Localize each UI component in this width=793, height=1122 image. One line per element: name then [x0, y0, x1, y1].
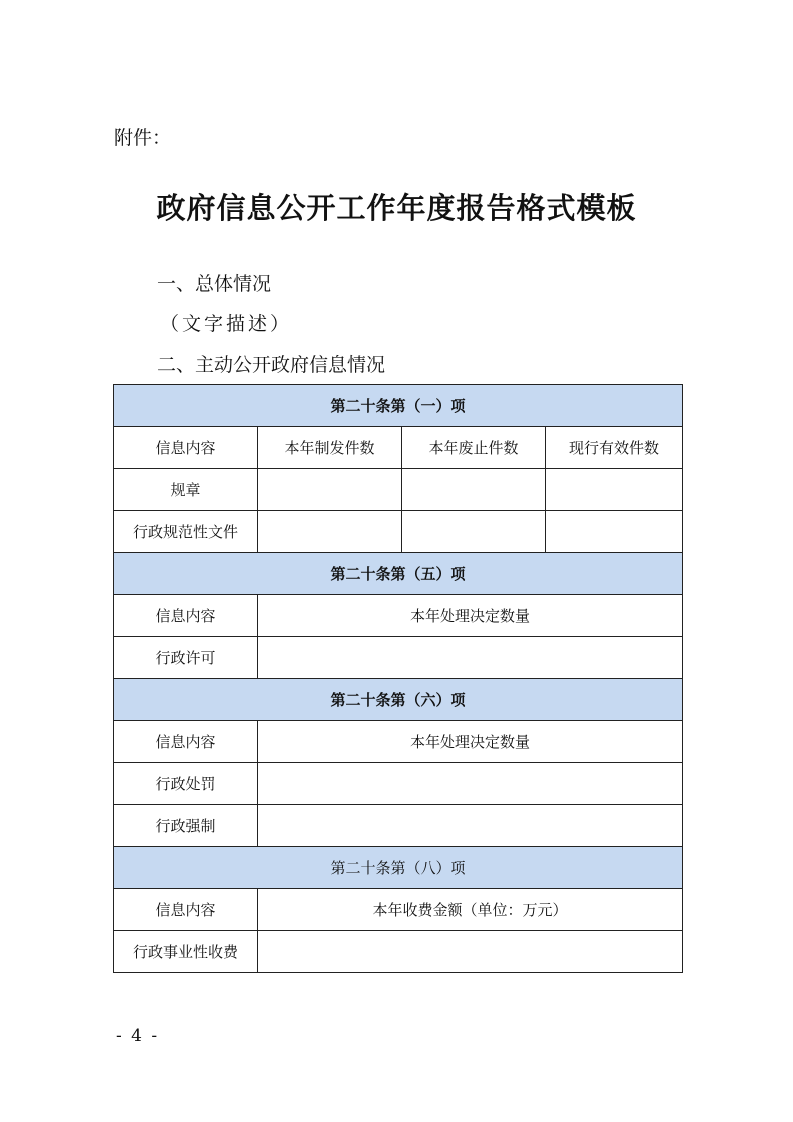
page-number: - 4 -: [116, 1026, 160, 1046]
table-cell: [546, 469, 683, 511]
table-row: [114, 637, 683, 679]
table-header-row: [114, 595, 683, 637]
section-1-heading: 一、总体情况: [157, 273, 272, 295]
table-band-row: [114, 385, 683, 427]
table-cell: [402, 469, 546, 511]
column-header: 现行有效件数: [546, 427, 683, 469]
column-header: 信息内容: [114, 427, 258, 469]
table-header-row: [114, 427, 683, 469]
table-cell: [258, 469, 402, 511]
row-label: 行政事业性收费: [114, 931, 258, 973]
row-label: 行政许可: [114, 637, 258, 679]
block1-header: 第二十条第（一）项: [114, 385, 683, 427]
table-cell: [258, 931, 683, 973]
row-label: 行政强制: [114, 805, 258, 847]
table-row: [114, 469, 683, 511]
column-header: 信息内容: [114, 721, 258, 763]
table-row: [114, 763, 683, 805]
table-band-row: [114, 553, 683, 595]
column-header: 本年制发件数: [258, 427, 402, 469]
column-header: 本年废止件数: [402, 427, 546, 469]
row-label: 规章: [114, 469, 258, 511]
table-cell: [546, 511, 683, 553]
column-header: 信息内容: [114, 889, 258, 931]
block3-header: 第二十条第（六）项: [114, 679, 683, 721]
table-row: [114, 805, 683, 847]
disclosure-table: [113, 384, 683, 973]
row-label: 行政规范性文件: [114, 511, 258, 553]
table-header-row: [114, 889, 683, 931]
column-header: 本年收费金额（单位：万元）: [258, 889, 683, 931]
table-row: [114, 511, 683, 553]
table-cell: [258, 637, 683, 679]
column-header: 信息内容: [114, 595, 258, 637]
table-band-row: [114, 679, 683, 721]
table-cell: [258, 805, 683, 847]
block2-header: 第二十条第（五）项: [114, 553, 683, 595]
document-title: 政府信息公开工作年度报告格式模板: [156, 191, 637, 225]
row-label: 行政处罚: [114, 763, 258, 805]
table-cell: [258, 511, 402, 553]
attachment-label: 附件：: [114, 127, 172, 149]
table-cell: [258, 763, 683, 805]
table-row: [114, 931, 683, 973]
table-band-row: [114, 847, 683, 889]
column-header: 本年处理决定数量: [258, 721, 683, 763]
block4-header: 第二十条第（八）项: [114, 847, 683, 889]
section-1-note: （文字描述）: [160, 313, 293, 335]
column-header: 本年处理决定数量: [258, 595, 683, 637]
table-cell: [402, 511, 546, 553]
section-2-heading: 二、主动公开政府信息情况: [157, 354, 386, 376]
table-header-row: [114, 721, 683, 763]
